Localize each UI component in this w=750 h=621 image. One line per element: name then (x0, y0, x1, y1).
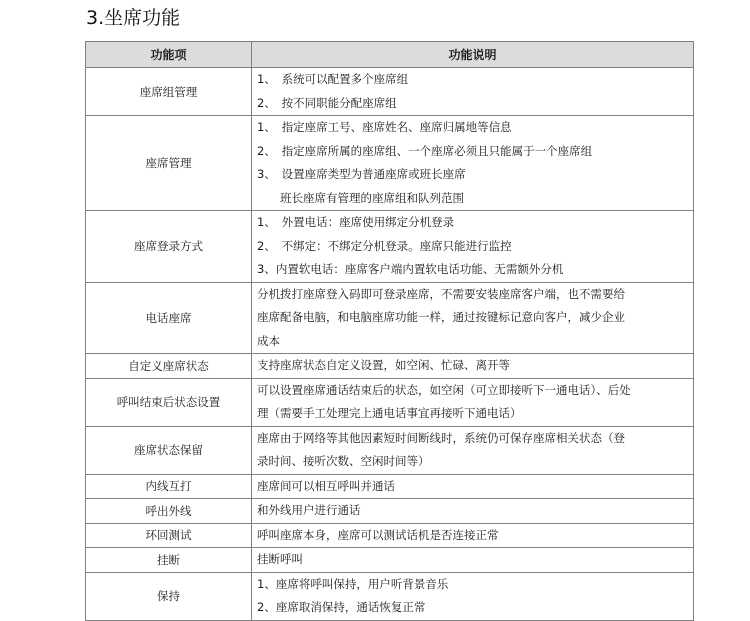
description-line: 分机拨打座席登入码即可登录座席，不需要安装座席客户端，也不需要给 (257, 286, 625, 301)
description-line: 1、 外置电话：座席使用绑定分机登录 (257, 215, 455, 229)
description-line: 座席由于网络等其他因素短时间断线时，系统仍可保存座席相关状态（登 (257, 430, 625, 445)
feature-description (252, 282, 694, 354)
feature-name: 呼出外线 (86, 499, 252, 524)
feature-description (252, 426, 694, 474)
description-line: 呼叫座席本身，座席可以测试话机是否连接正常 (257, 527, 499, 542)
table-row (86, 378, 694, 426)
description-line: 座席间可以相互呼叫并通话 (257, 478, 395, 493)
feature-description (252, 548, 694, 573)
table-row (86, 548, 694, 573)
table-row (86, 426, 694, 474)
feature-description (252, 354, 694, 379)
table-row (86, 523, 694, 548)
feature-description (252, 523, 694, 548)
column-header-feature: 功能项 (86, 42, 252, 68)
table-row (86, 116, 694, 211)
table-row (86, 572, 694, 620)
feature-description (252, 116, 694, 211)
column-header-description: 功能说明 (252, 42, 694, 68)
feature-description (252, 572, 694, 620)
description-line: 座席配备电脑，和电脑座席功能一样，通过按键标记意向客户，减少企业 (257, 310, 625, 324)
description-line: 录时间、接听次数、空闲时间等） (257, 454, 430, 468)
description-line: 3、内置软电话：座席客户端内置软电话功能、无需额外分机 (257, 262, 564, 276)
description-line: 2、座席取消保持，通话恢复正常 (257, 600, 426, 614)
feature-description (252, 474, 694, 499)
description-line: 1、 系统可以配置多个座席组 (257, 72, 409, 86)
table-header-row (86, 42, 694, 68)
table-row (86, 499, 694, 524)
feature-table (85, 41, 694, 621)
feature-description (252, 378, 694, 426)
feature-name: 电话座席 (86, 282, 252, 354)
description-line: 可以设置座席通话结束后的状态，如空闲（可立即接听下一通电话）、后处 (257, 382, 631, 397)
description-line: 和外线用户进行通话 (257, 503, 361, 517)
table-row (86, 282, 694, 354)
feature-name: 保持 (86, 572, 252, 620)
feature-name: 呼叫结束后状态设置 (86, 378, 252, 426)
table-row (86, 354, 694, 379)
feature-name: 座席登录方式 (86, 211, 252, 283)
feature-name: 座席管理 (86, 116, 252, 211)
feature-name: 座席状态保留 (86, 426, 252, 474)
table-row (86, 211, 694, 283)
description-line: 班长座席有管理的座席组和队列范围 (280, 190, 464, 205)
table-row (86, 474, 694, 499)
feature-name: 挂断 (86, 548, 252, 573)
description-line: 支持座席状态自定义设置，如空闲、忙碌、离开等 (257, 358, 510, 372)
description-line: 挂断呼叫 (257, 552, 303, 566)
feature-name: 环回测试 (86, 523, 252, 548)
description-line: 2、 不绑定：不绑定分机登录。座席只能进行监控 (257, 238, 512, 253)
description-line: 成本 (257, 333, 280, 348)
feature-description (252, 499, 694, 524)
feature-name: 座席组管理 (86, 68, 252, 116)
feature-description (252, 211, 694, 283)
feature-description (252, 68, 694, 116)
description-line: 2、 按不同职能分配座席组 (257, 95, 397, 110)
description-line: 3、 设置座席类型为普通座席或班长座席 (257, 167, 466, 181)
description-line: 1、 指定座席工号、座席姓名、座席归属地等信息 (257, 120, 512, 134)
description-line: 1、座席将呼叫保持，用户听背景音乐 (257, 576, 449, 591)
table-row (86, 68, 694, 116)
section-heading: 3.坐席功能 (86, 7, 181, 29)
feature-name: 内线互打 (86, 474, 252, 499)
description-line: 理（需要手工处理完上通电话事宜再接听下通电话） (257, 406, 522, 420)
feature-name: 自定义座席状态 (86, 354, 252, 379)
description-line: 2、 指定座席所属的座席组、一个座席必须且只能属于一个座席组 (257, 143, 593, 158)
